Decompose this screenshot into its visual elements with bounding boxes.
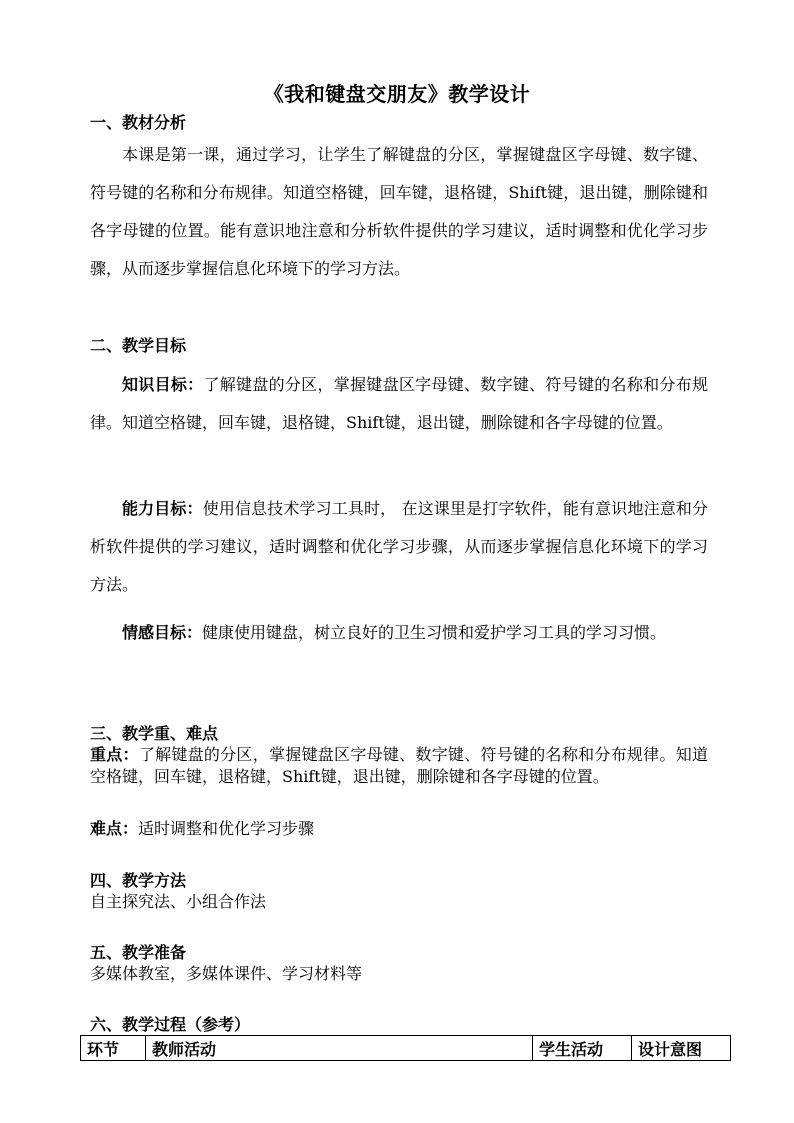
column-header-design-intent: 设计意图 (632, 1036, 731, 1061)
column-header-student-activity: 学生活动 (533, 1036, 632, 1061)
difficult-point (90, 818, 708, 840)
section-3-heading: 三、教学重、难点 (90, 724, 219, 743)
section-4-text: 自主探究法、小组合作法 (90, 892, 267, 911)
key-point-label: 重点： (90, 745, 139, 764)
section-1-text: 本课是第一课，通过学习，让学生了解键盘的分区，掌握键盘区字母键、数字键、符号键的名称和分布规律。知道空格键，回车键，退格键，Shift键，退出键，删除键和各字母键的位置。能有意识地注意和分析软件提供的学习建议，适时调整和优化学习步骤，从而逐步掌握信息化环境下的学习方法。 (90, 145, 708, 278)
section-1-heading: 一、教材分析 (90, 113, 187, 132)
section-2-heading: 二、教学目标 (90, 336, 187, 355)
emotion-objective-label: 情感目标： (122, 623, 203, 642)
section-6-heading: 六、教学过程（参考） (90, 1015, 251, 1034)
ability-objective (90, 490, 708, 604)
knowledge-objective (90, 366, 708, 442)
column-header-teacher-activity: 教师活动 (146, 1036, 533, 1061)
difficult-point-label: 难点： (90, 819, 139, 838)
key-point-text: 了解键盘的分区，掌握键盘区字母键、数字键、符号键的名称和分布规律。知道空格键，回车键，退格键，Shift键，退出键，删除键和各字母键的位置。 (90, 745, 708, 786)
emotion-objective-text: 健康使用键盘，树立良好的卫生习惯和爱护学习工具的学习习惯。 (202, 623, 667, 642)
section-5-heading: 五、教学准备 (90, 943, 187, 962)
document-title: 《我和键盘交朋友》教学设计 (263, 82, 531, 106)
teaching-process-table (80, 1035, 731, 1061)
difficult-point-text: 适时调整和优化学习步骤 (138, 819, 315, 838)
ability-objective-text: 使用信息技术学习工具时， 在这课里是打字软件，能有意识地注意和分析软件提供的学习建议，适时调整和优化学习步骤，从而逐步掌握信息化环境下的学习方法。 (90, 499, 708, 594)
section-5-text: 多媒体教室，多媒体课件、学习材料等 (90, 964, 363, 983)
knowledge-objective-label: 知识目标： (122, 375, 204, 394)
column-header-stage: 环节 (81, 1036, 146, 1061)
key-point (90, 744, 708, 788)
knowledge-objective-text: 了解键盘的分区，掌握键盘区字母键、数字键、符号键的名称和分布规律。知道空格键，回车键，退格键，Shift键，退出键，删除键和各字母键的位置。 (90, 375, 708, 432)
section-4-heading: 四、教学方法 (90, 871, 187, 890)
table-header-row (81, 1036, 731, 1061)
emotion-objective (90, 614, 708, 652)
ability-objective-label: 能力目标： (122, 499, 203, 518)
